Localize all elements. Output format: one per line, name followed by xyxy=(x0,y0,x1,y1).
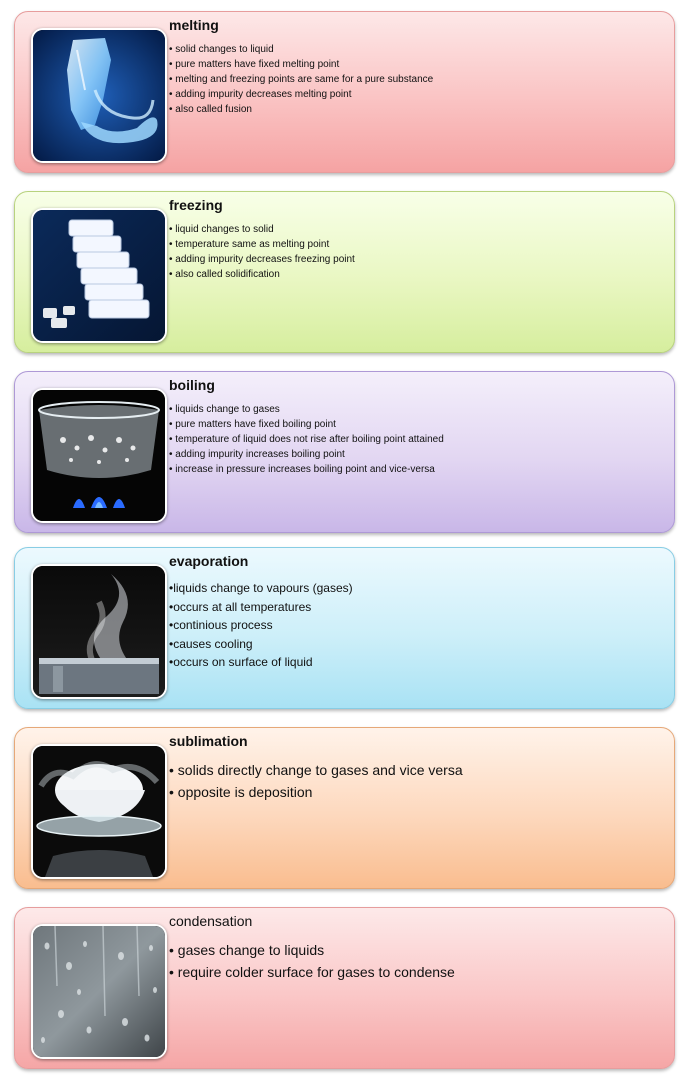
steaming-pot-image xyxy=(31,564,167,699)
condensation-bullets xyxy=(169,939,455,983)
bullet-item: • pure matters have fixed boiling point xyxy=(169,419,336,430)
freezing-bullets xyxy=(169,222,355,282)
condensation-card xyxy=(14,907,675,1069)
freezing-title: freezing xyxy=(169,197,223,213)
bullet-item: • adding impurity decreases melting point xyxy=(169,89,352,100)
evaporation-bullets xyxy=(169,579,353,672)
boiling-pot-image xyxy=(31,388,167,523)
evaporation-title: evaporation xyxy=(169,553,249,569)
sublimation-title: sublimation xyxy=(169,733,248,749)
bullet-item: • adding impurity increases boiling point xyxy=(169,449,345,460)
ice-melting-image xyxy=(31,28,167,163)
freezing-card xyxy=(14,191,675,353)
bullet-item: • melting and freezing points are same for a pure substance xyxy=(169,74,434,85)
bullet-item: • opposite is deposition xyxy=(169,784,313,800)
boiling-bullets xyxy=(169,402,444,477)
bullet-item: • increase in pressure increases boiling point and vice-versa xyxy=(169,464,435,475)
sublimation-bullets xyxy=(169,759,463,803)
bullet-item: • solids directly change to gases and vice versa xyxy=(169,762,463,778)
melting-card xyxy=(14,11,675,173)
bullet-item: •occurs at all temperatures xyxy=(169,599,312,614)
bullet-item: • temperature of liquid does not rise after boiling point attained xyxy=(169,434,444,445)
bullet-item: • solid changes to liquid xyxy=(169,44,274,55)
ice-cubes-image xyxy=(31,208,167,343)
bullet-item: • pure matters have fixed melting point xyxy=(169,59,340,70)
melting-title: melting xyxy=(169,17,219,33)
evaporation-card xyxy=(14,547,675,709)
boiling-title: boiling xyxy=(169,377,215,393)
bullet-item: • adding impurity decreases freezing point xyxy=(169,254,355,265)
boiling-card xyxy=(14,371,675,533)
bullet-item: • liquid changes to solid xyxy=(169,224,274,235)
bullet-item: • require colder surface for gases to condense xyxy=(169,964,455,980)
bullet-item: • temperature same as melting point xyxy=(169,239,330,250)
bullet-item: •causes cooling xyxy=(169,636,253,651)
melting-bullets xyxy=(169,42,433,117)
bullet-item: • also called solidification xyxy=(169,269,280,280)
bullet-item: • liquids change to gases xyxy=(169,404,280,415)
bullet-item: • also called fusion xyxy=(169,104,252,115)
bullet-item: • gases change to liquids xyxy=(169,942,325,958)
bullet-item: •continious process xyxy=(169,618,273,632)
dry-ice-image xyxy=(31,744,167,879)
water-droplets-image xyxy=(31,924,167,1059)
condensation-title: condensation xyxy=(169,913,253,929)
sublimation-card xyxy=(14,727,675,889)
bullet-item: •liquids change to vapours (gases) xyxy=(169,581,353,595)
bullet-item: •occurs on surface of liquid xyxy=(169,655,313,669)
